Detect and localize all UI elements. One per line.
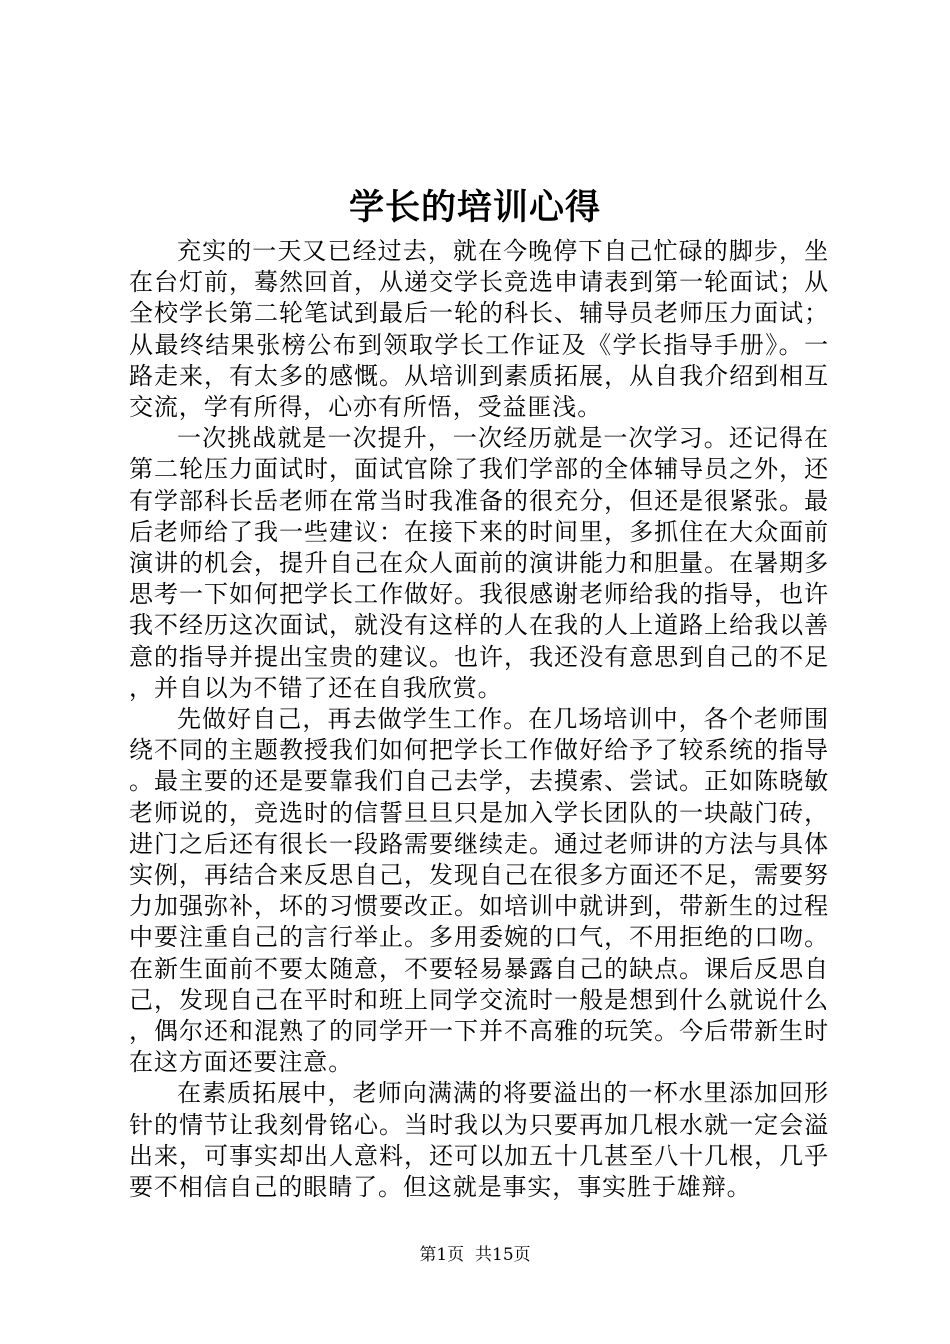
document-body bbox=[129, 236, 829, 1203]
body-paragraph-2: 一次挑战就是一次提升，一次经历就是一次学习。还记得在第二轮压力面试时，面试官除了我们学部的全体辅导员之外，还有学部科长岳老师在常当时我准备的很充分，但还是很紧张。最后老师给了我一些建议：在接下来的时间里，多抓住在大众面前演讲的机会，提升自己在众人面前的演讲能力和胆量。在暑期多思考一下如何把学长工作做好。我很感谢老师给我的指导，也许我不经历这次面试，就没有这样的人在我的人上道路上给我以善意的指导并提出宝贵的建议。也许，我还没有意思到自己的不足，并自以为不错了还在自我欣赏。 bbox=[129, 424, 829, 702]
page-number: 第1页 bbox=[419, 1245, 465, 1265]
footer-separator bbox=[464, 1245, 475, 1265]
body-paragraph-1: 充实的一天又已经过去，就在今晚停下自己忙碌的脚步，坐在台灯前，蓦然回首，从递交学长竞选申请表到第一轮面试；从全校学长第二轮笔试到最后一轮的科长、辅导员老师压力面试；从最终结果张榜公布到领取学长工作证及《学长指导手册》。一路走来，有太多的感慨。从培训到素质拓展，从自我介绍到相互交流，学有所得，心亦有所悟，受益匪浅。 bbox=[129, 237, 829, 422]
page-total: 共15页 bbox=[475, 1245, 531, 1265]
body-paragraph-3: 先做好自己，再去做学生工作。在几场培训中，各个老师围绕不同的主题教授我们如何把学长工作做好给予了较系统的指导。最主要的还是要靠我们自己去学，去摸索、尝试。正如陈晓敏老师说的，竞选时的信誓旦旦只是加入学长团队的一块敲门砖，进门之后还有很长一段路需要继续走。通过老师讲的方法与具体实例，再结合来反思自己，发现自己在很多方面还不足，需要努力加强弥补，坏的习惯要改正。如培训中就讲到，带新生的过程中要注重自己的言行举止。多用委婉的口气，不用拒绝的口吻。在新生面前不要太随意，不要轻易暴露自己的缺点。课后反思自己，发现自己在平时和班上同学交流时一般是想到什么就说什么，偶尔还和混熟了的同学开一下并不高雅的玩笑。今后带新生时在这方面还要注意。 bbox=[129, 705, 829, 1077]
page-footer bbox=[0, 1243, 950, 1267]
document-title: 学长的培训心得 bbox=[348, 187, 601, 228]
body-paragraph-4: 在素质拓展中，老师向满满的将要溢出的一杯水里添加回形针的情节让我刻骨铭心。当时我以为只要再加几根水就一定会溢出来，可事实却出人意料，还可以加五十几甚至八十几根，几乎要不相信自己的眼睛了。但这就是事实，事实胜于雄辩。 bbox=[129, 1079, 829, 1202]
